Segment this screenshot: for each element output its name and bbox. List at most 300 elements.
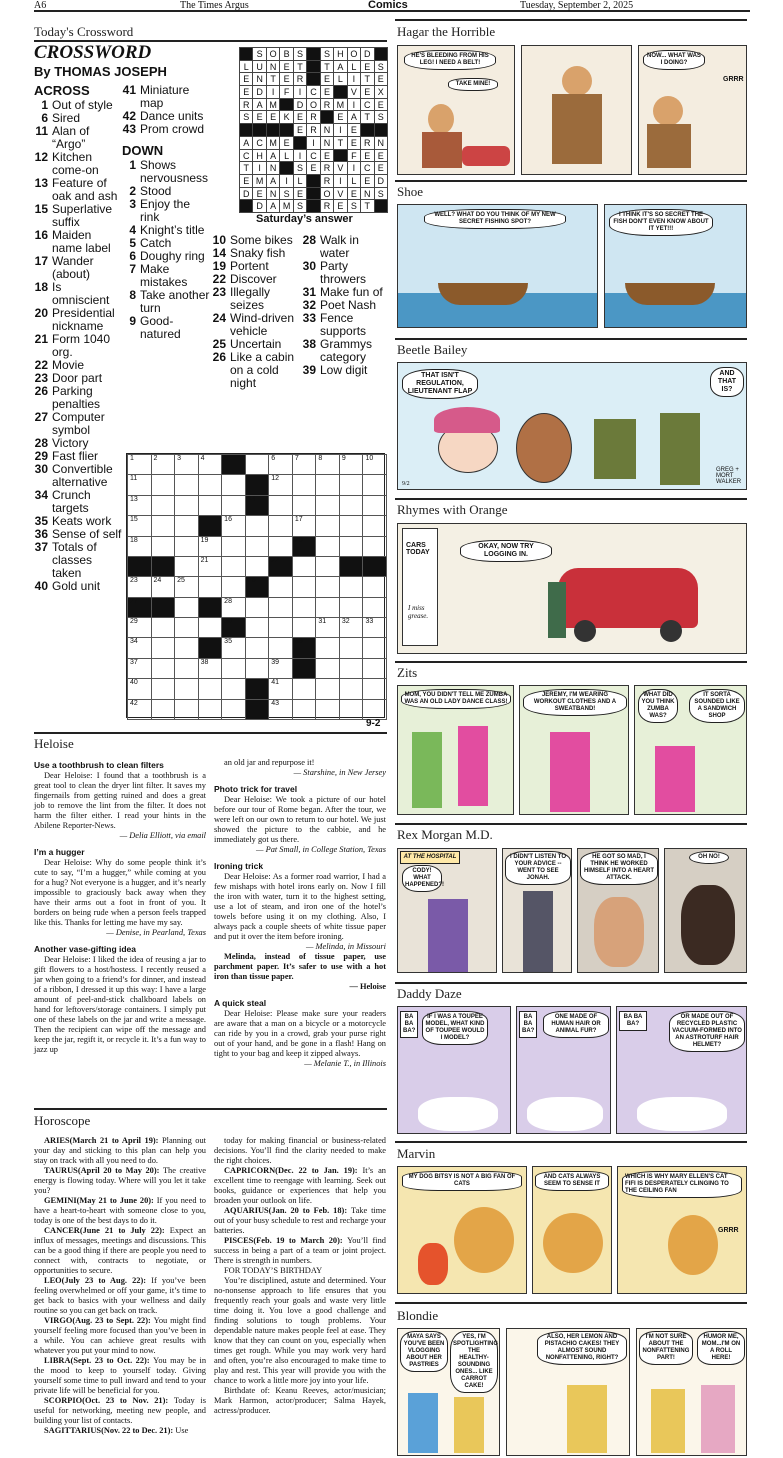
grid-cell[interactable]: [151, 515, 176, 536]
comics-rule-marvin: [395, 1141, 747, 1143]
clue-number: 38: [302, 337, 316, 351]
clue-number: 26: [212, 350, 226, 364]
shoe-panel-2: [604, 204, 747, 328]
comics-rule-blondie: [395, 1302, 747, 1304]
answer-letter: D: [252, 85, 266, 99]
boat: [438, 283, 528, 305]
grid-cell[interactable]: [174, 617, 199, 638]
grid-cell[interactable]: [174, 495, 199, 516]
answer-letter: C: [306, 149, 320, 163]
grid-cell[interactable]: [292, 678, 317, 699]
grid-cell[interactable]: [174, 556, 199, 577]
grid-cell[interactable]: [268, 658, 293, 679]
grid-cell[interactable]: [198, 678, 223, 699]
grid-cell[interactable]: [245, 658, 270, 679]
blondie-bubble-3: ALSO, HER LEMON AND PISTACHIO CAKES! THEY ALMOST SOUND NONFATTENING, RIGHT?: [537, 1331, 627, 1365]
rhymes-bubble: OKAY, NOW TRY LOGGING IN.: [460, 540, 552, 562]
cell-number: 40: [130, 679, 138, 687]
grid-cell[interactable]: [245, 637, 270, 658]
grid-cell[interactable]: [315, 699, 340, 720]
article-text: an old jar and repurpose it!: [224, 758, 315, 767]
clue-text: Sired: [52, 111, 81, 125]
car: [558, 568, 698, 628]
grid-cell[interactable]: [198, 556, 223, 577]
grid-cell[interactable]: [198, 658, 223, 679]
answer-letter: I: [252, 161, 266, 175]
grid-cell[interactable]: [315, 597, 340, 618]
grid-cell[interactable]: [362, 617, 387, 638]
grid-cell[interactable]: [362, 515, 387, 536]
grid-cell[interactable]: [127, 495, 152, 516]
clue-text: Make fun of: [320, 285, 383, 299]
grid-cell[interactable]: [245, 454, 270, 475]
rex-title: Rex Morgan M.D.: [397, 827, 493, 842]
dog-figure: [543, 1213, 603, 1273]
grid-cell[interactable]: [292, 597, 317, 618]
answer-letter: D: [239, 187, 253, 201]
answer-letter: I: [333, 123, 347, 137]
character-figure: [462, 146, 510, 166]
comics-rule-rex: [395, 823, 747, 825]
grid-cell[interactable]: [198, 699, 223, 720]
grid-cell[interactable]: [174, 658, 199, 679]
cell-number: 18: [130, 536, 138, 544]
cell-number: 10: [365, 455, 374, 462]
hagar-panel-3: [638, 45, 747, 175]
grid-cell[interactable]: [245, 597, 270, 618]
answer-black-square: [239, 123, 253, 137]
answer-letter: M: [279, 199, 293, 213]
rex-bubble-2: I DIDN'T LISTEN TO YOUR ADVICE -- WENT TO SEE JONAH.: [505, 851, 571, 885]
grid-cell[interactable]: [127, 699, 152, 720]
answer-letter: M: [252, 174, 266, 188]
grid-cell[interactable]: [221, 637, 246, 658]
grid-cell[interactable]: [315, 536, 340, 557]
clue-number: 4: [129, 223, 136, 237]
answer-letter: N: [320, 123, 334, 137]
crossword-grid[interactable]: [126, 453, 385, 718]
shoe-title: Shoe: [397, 184, 423, 199]
marvin-panel-1: [397, 1166, 527, 1294]
answer-letter: D: [360, 47, 374, 61]
clue-text: Crunch targets: [52, 488, 91, 515]
grid-cell[interactable]: [151, 474, 176, 495]
grid-cell[interactable]: [339, 637, 364, 658]
down-heading: DOWN: [122, 143, 164, 158]
grid-cell[interactable]: [127, 617, 152, 638]
answer-letter: S: [293, 161, 307, 175]
grid-cell[interactable]: [151, 495, 176, 516]
grid-cell[interactable]: [315, 515, 340, 536]
zits-bubble-2: JEREMY, I'M WEARING WORKOUT CLOTHES AND A SWEATBAND!: [523, 689, 627, 716]
grid-cell[interactable]: [127, 454, 152, 475]
grid-cell[interactable]: [198, 617, 223, 638]
grid-cell[interactable]: [339, 576, 364, 597]
answer-letter: M: [266, 136, 280, 150]
grid-cell[interactable]: [245, 556, 270, 577]
grid-cell[interactable]: [221, 536, 246, 557]
character-figure: [454, 1397, 484, 1453]
boat: [625, 283, 715, 305]
answer-black-square: [279, 98, 293, 112]
black-square: [339, 556, 364, 577]
grid-cell[interactable]: [221, 597, 246, 618]
article-signature: — Melinda, in Missouri: [305, 942, 386, 951]
grid-cell[interactable]: [127, 515, 152, 536]
grid-cell[interactable]: [315, 556, 340, 577]
down-column-3: [212, 234, 302, 390]
cell-number: 19: [200, 536, 209, 544]
clue-number: 27: [34, 410, 48, 424]
blondie-panel-1: [397, 1328, 500, 1456]
answer-letter: R: [293, 72, 307, 86]
horoscope-text: FOR TODAY’S BIRTHDAY: [224, 1266, 323, 1275]
grid-cell[interactable]: [198, 454, 223, 475]
answer-black-square: [293, 136, 307, 150]
grid-cell[interactable]: [362, 637, 387, 658]
black-square: [221, 617, 246, 638]
black-square: [198, 597, 223, 618]
clue-number: 22: [34, 358, 48, 372]
daddy-panel-3: [616, 1006, 747, 1134]
across-column-1: [34, 84, 122, 593]
grid-cell[interactable]: [268, 637, 293, 658]
grid-cell[interactable]: [151, 617, 176, 638]
grid-cell[interactable]: [315, 495, 340, 516]
grid-cell[interactable]: [362, 699, 387, 720]
grid-cell[interactable]: [339, 658, 364, 679]
heloise-column-2: [214, 758, 386, 1069]
black-square: [292, 536, 317, 557]
grid-cell[interactable]: [151, 637, 176, 658]
daddy-bubble-4: ONE MADE OF HUMAN HAIR OR ANIMAL FUR?: [543, 1011, 609, 1038]
daddy-panel-1: [397, 1006, 511, 1134]
clue: [34, 580, 122, 593]
cell-number: 20: [294, 536, 303, 544]
clue-text: Like a cabin on a cold night: [230, 350, 295, 390]
clue-number: 39: [302, 363, 316, 377]
zodiac-sign: AQUARIUS(Jan. 20 to Feb. 18):: [224, 1206, 352, 1215]
answer-letter: A: [333, 60, 347, 74]
grid-cell[interactable]: [315, 474, 340, 495]
grid-cell[interactable]: [174, 699, 199, 720]
grid-cell[interactable]: [174, 474, 199, 495]
clue-number: 5: [129, 236, 136, 250]
clue-number: 11: [35, 124, 48, 138]
clue: [34, 203, 122, 229]
grid-cell[interactable]: [292, 556, 317, 577]
grid-cell[interactable]: [268, 597, 293, 618]
answer-letter: U: [252, 60, 266, 74]
shoe-bubble-1: WELL? WHAT DO YOU THINK OF MY NEW SECRET FISHING SPOT?: [424, 209, 566, 229]
grid-cell[interactable]: [127, 678, 152, 699]
grid-cell[interactable]: [151, 658, 176, 679]
clue-text: Party throwers: [320, 259, 367, 286]
article-signature: — Melanie T., in Illinois: [304, 1059, 386, 1068]
grid-cell[interactable]: [221, 678, 246, 699]
grid-cell[interactable]: [221, 474, 246, 495]
clue-number: 28: [302, 233, 316, 247]
grid-cell[interactable]: [221, 495, 246, 516]
across-column-2: [122, 84, 212, 341]
horoscope-entry: [34, 1196, 206, 1226]
grid-cell[interactable]: [362, 536, 387, 557]
answer-letter: A: [347, 110, 361, 124]
answer-letter: I: [279, 174, 293, 188]
cell-number: 31: [318, 618, 327, 626]
answer-letter: R: [306, 123, 320, 137]
cell-number: 4: [200, 455, 205, 462]
grid-cell[interactable]: [292, 699, 317, 720]
answer-letter: S: [252, 47, 266, 61]
clue-number: 22: [212, 272, 226, 286]
answer-black-square: [279, 161, 293, 175]
article-text: Dear Heloise: Please make sure your readers are aware that a man on a bicycle or a motorcycle can ride by you in a crowd, grab your purse right out of your hand, and be gone in a flash! Hang on tight to your bag and keep it zipped always.: [214, 1009, 386, 1058]
grid-cell[interactable]: [268, 474, 293, 495]
answer-letter: E: [347, 123, 361, 137]
dog-figure: [668, 1215, 718, 1275]
grid-cell[interactable]: [174, 454, 199, 475]
grid-cell[interactable]: [151, 576, 176, 597]
grid-cell[interactable]: [174, 536, 199, 557]
grid-cell[interactable]: [315, 678, 340, 699]
clue: [302, 364, 388, 377]
grid-cell[interactable]: [268, 495, 293, 516]
grid-cell[interactable]: [268, 536, 293, 557]
horoscope-entry: [34, 1356, 206, 1396]
blondie-title: Blondie: [397, 1308, 439, 1323]
marvin-panel-3: [617, 1166, 747, 1294]
grid-cell[interactable]: [292, 617, 317, 638]
grid-cell[interactable]: [221, 699, 246, 720]
character-figure: [434, 407, 500, 433]
zits-title: Zits: [397, 665, 418, 680]
clue-text: Totals of classes taken: [52, 540, 97, 580]
zodiac-sign: CAPRICORN(Dec. 22 to Jan. 19):: [224, 1166, 363, 1175]
answer-letter: M: [333, 98, 347, 112]
grid-cell[interactable]: [198, 536, 223, 557]
answer-letter: V: [333, 161, 347, 175]
grid-cell[interactable]: [268, 454, 293, 475]
cell-number: 17: [294, 516, 303, 524]
grid-cell[interactable]: [127, 474, 152, 495]
grid-cell[interactable]: [315, 617, 340, 638]
answer-letter: E: [320, 149, 334, 163]
grid-cell[interactable]: [268, 515, 293, 536]
grid-cell[interactable]: [339, 597, 364, 618]
grid-cell[interactable]: [315, 454, 340, 475]
grid-cell[interactable]: [151, 678, 176, 699]
answer-letter: S: [279, 187, 293, 201]
grid-cell[interactable]: [339, 678, 364, 699]
grid-cell[interactable]: [339, 495, 364, 516]
clue: [34, 281, 122, 307]
answer-letter: I: [347, 98, 361, 112]
answer-letter: F: [347, 149, 361, 163]
grid-cell[interactable]: [292, 576, 317, 597]
answer-letter: A: [252, 98, 266, 112]
rex-bubble-1: CODY! WHAT HAPPENED?!: [402, 865, 442, 892]
clue-number: 6: [129, 249, 136, 263]
grid-cell[interactable]: [221, 658, 246, 679]
clue-text: Portent: [230, 259, 269, 273]
horoscope-text: Use: [175, 1426, 189, 1435]
page-header: [34, 0, 750, 12]
grid-cell[interactable]: [339, 617, 364, 638]
clue-number: 1: [41, 98, 48, 112]
clue-number: 24: [212, 311, 226, 325]
grid-cell[interactable]: [292, 515, 317, 536]
grid-cell[interactable]: [174, 637, 199, 658]
grid-cell[interactable]: [245, 515, 270, 536]
grid-cell[interactable]: [339, 474, 364, 495]
answer-letter: L: [293, 174, 307, 188]
answer-letter: H: [333, 47, 347, 61]
grid-cell[interactable]: [151, 454, 176, 475]
answer-letter: V: [347, 85, 361, 99]
grid-cell[interactable]: [268, 617, 293, 638]
black-square: [292, 658, 317, 679]
grid-cell[interactable]: [198, 576, 223, 597]
comics-rule-shoe: [395, 180, 747, 182]
answer-letter: E: [279, 136, 293, 150]
article-text: Dear Heloise: Why do some people think it’s cute to say, “I’m a hugger,” while coming at you for a hug? Not everyone is a hugger, and it’s nearly impossible to graciously back away when they have their arms out a foot in front of you. It borders on being rude when a person feels trapped like this. Thanks for letting me have my say.: [34, 858, 206, 927]
clue-text: Victory: [52, 436, 89, 450]
clue-number: 42: [122, 109, 136, 123]
grid-cell[interactable]: [174, 678, 199, 699]
clue-number: 43: [122, 122, 136, 136]
cell-number: 41: [271, 679, 280, 687]
grid-cell[interactable]: [315, 658, 340, 679]
grid-cell[interactable]: [198, 474, 223, 495]
article-heading: Photo trick for travel: [214, 784, 298, 794]
rex-panel-1: [397, 848, 497, 973]
grid-cell[interactable]: [315, 576, 340, 597]
grid-cell[interactable]: [174, 576, 199, 597]
horoscope-text: If you need to have a heart-to-heart with someone close to you, today is one of the best days to do it.: [34, 1196, 206, 1225]
clue-number: 26: [34, 384, 48, 398]
hagar-panel-1: [397, 45, 515, 175]
horoscope-entry: [34, 1316, 206, 1356]
clue-text: Form 1040 org.: [52, 332, 111, 359]
clue: [122, 123, 212, 136]
character-figure: [660, 413, 700, 485]
clue-text: Enjoy the rink: [140, 197, 191, 224]
answer-letter: O: [347, 47, 361, 61]
grid-cell[interactable]: [127, 536, 152, 557]
grid-cell[interactable]: [339, 536, 364, 557]
horoscope-text: today for making financial or business-related decisions. You’ll find the clarity needed to make the right choices.: [214, 1136, 386, 1165]
grid-cell[interactable]: [268, 678, 293, 699]
grid-cell[interactable]: [127, 658, 152, 679]
horoscope-entry: [214, 1206, 386, 1236]
grid-cell[interactable]: [292, 474, 317, 495]
clue-text: Shows nervousness: [140, 158, 209, 185]
answer-letter: A: [239, 136, 253, 150]
character-figure: [418, 1243, 448, 1285]
answer-letter: E: [293, 110, 307, 124]
article-text: Melinda, instead of tissue paper, use parchment paper. It’s safer to use with a hot iron than tissue paper.: [214, 952, 386, 981]
clue-text: Wander (about): [52, 254, 94, 281]
answer-black-square: [306, 72, 320, 86]
grid-cell[interactable]: [362, 678, 387, 699]
grid-cell[interactable]: [292, 454, 317, 475]
grid-cell[interactable]: [362, 658, 387, 679]
cell-number: 28: [224, 597, 232, 605]
grid-cell[interactable]: [221, 576, 246, 597]
clue-number: 16: [34, 228, 48, 242]
answer-letter: N: [266, 161, 280, 175]
horoscope-entry: [34, 1426, 206, 1436]
comics-rule-daddy: [395, 982, 747, 984]
grid-cell[interactable]: [339, 454, 364, 475]
answer-black-square: [374, 47, 388, 61]
clue: [34, 385, 122, 411]
clue-number: 13: [34, 176, 48, 190]
answer-letter: N: [266, 187, 280, 201]
grid-cell[interactable]: [315, 637, 340, 658]
beetle-bubble-2: AND THAT IS?: [710, 367, 744, 397]
grid-cell[interactable]: [245, 617, 270, 638]
grid-cell[interactable]: [268, 699, 293, 720]
grid-cell[interactable]: [151, 699, 176, 720]
grid-cell[interactable]: [362, 454, 387, 475]
clue: [34, 229, 122, 255]
black-square: [151, 597, 176, 618]
answer-letter: E: [293, 123, 307, 137]
clue-number: 34: [34, 488, 48, 502]
grid-cell[interactable]: [151, 536, 176, 557]
cell-number: 12: [271, 475, 280, 483]
answer-letter: R: [320, 174, 334, 188]
black-square: [127, 597, 152, 618]
grid-cell[interactable]: [174, 515, 199, 536]
grid-cell[interactable]: [198, 495, 223, 516]
answer-letter: T: [320, 60, 334, 74]
answer-letter: R: [320, 161, 334, 175]
grid-cell[interactable]: [292, 495, 317, 516]
grid-cell[interactable]: [362, 576, 387, 597]
clue-number: 1: [129, 158, 136, 172]
cell-number: 34: [130, 638, 138, 646]
daddy-bubble-3: BA BA BA?: [519, 1011, 537, 1038]
clue-text: Catch: [140, 236, 172, 250]
grid-cell[interactable]: [362, 597, 387, 618]
grid-cell[interactable]: [362, 474, 387, 495]
character-figure: [516, 413, 572, 483]
clue-number: 14: [212, 246, 226, 260]
clue-text: Maiden name label: [52, 228, 111, 255]
grid-cell[interactable]: [339, 515, 364, 536]
horoscope-entry: [214, 1276, 386, 1386]
grid-cell[interactable]: [245, 536, 270, 557]
clue-text: Presidential nickname: [52, 306, 115, 333]
clue-number: 28: [34, 436, 48, 450]
grid-cell[interactable]: [339, 699, 364, 720]
marvin-bubble-1: MY DOG BITSY IS NOT A BIG FAN OF CATS: [402, 1171, 522, 1191]
answer-letter: T: [360, 72, 374, 86]
grid-cell[interactable]: [268, 576, 293, 597]
grid-cell[interactable]: [127, 637, 152, 658]
clue-number: 6: [41, 111, 48, 125]
grid-cell[interactable]: [127, 576, 152, 597]
grid-cell[interactable]: [221, 515, 246, 536]
grid-cell[interactable]: [174, 597, 199, 618]
answer-letter: I: [306, 136, 320, 150]
grid-cell[interactable]: [221, 556, 246, 577]
daddy-bubble-5: BA BA BA?: [619, 1011, 647, 1031]
grid-cell[interactable]: [362, 495, 387, 516]
